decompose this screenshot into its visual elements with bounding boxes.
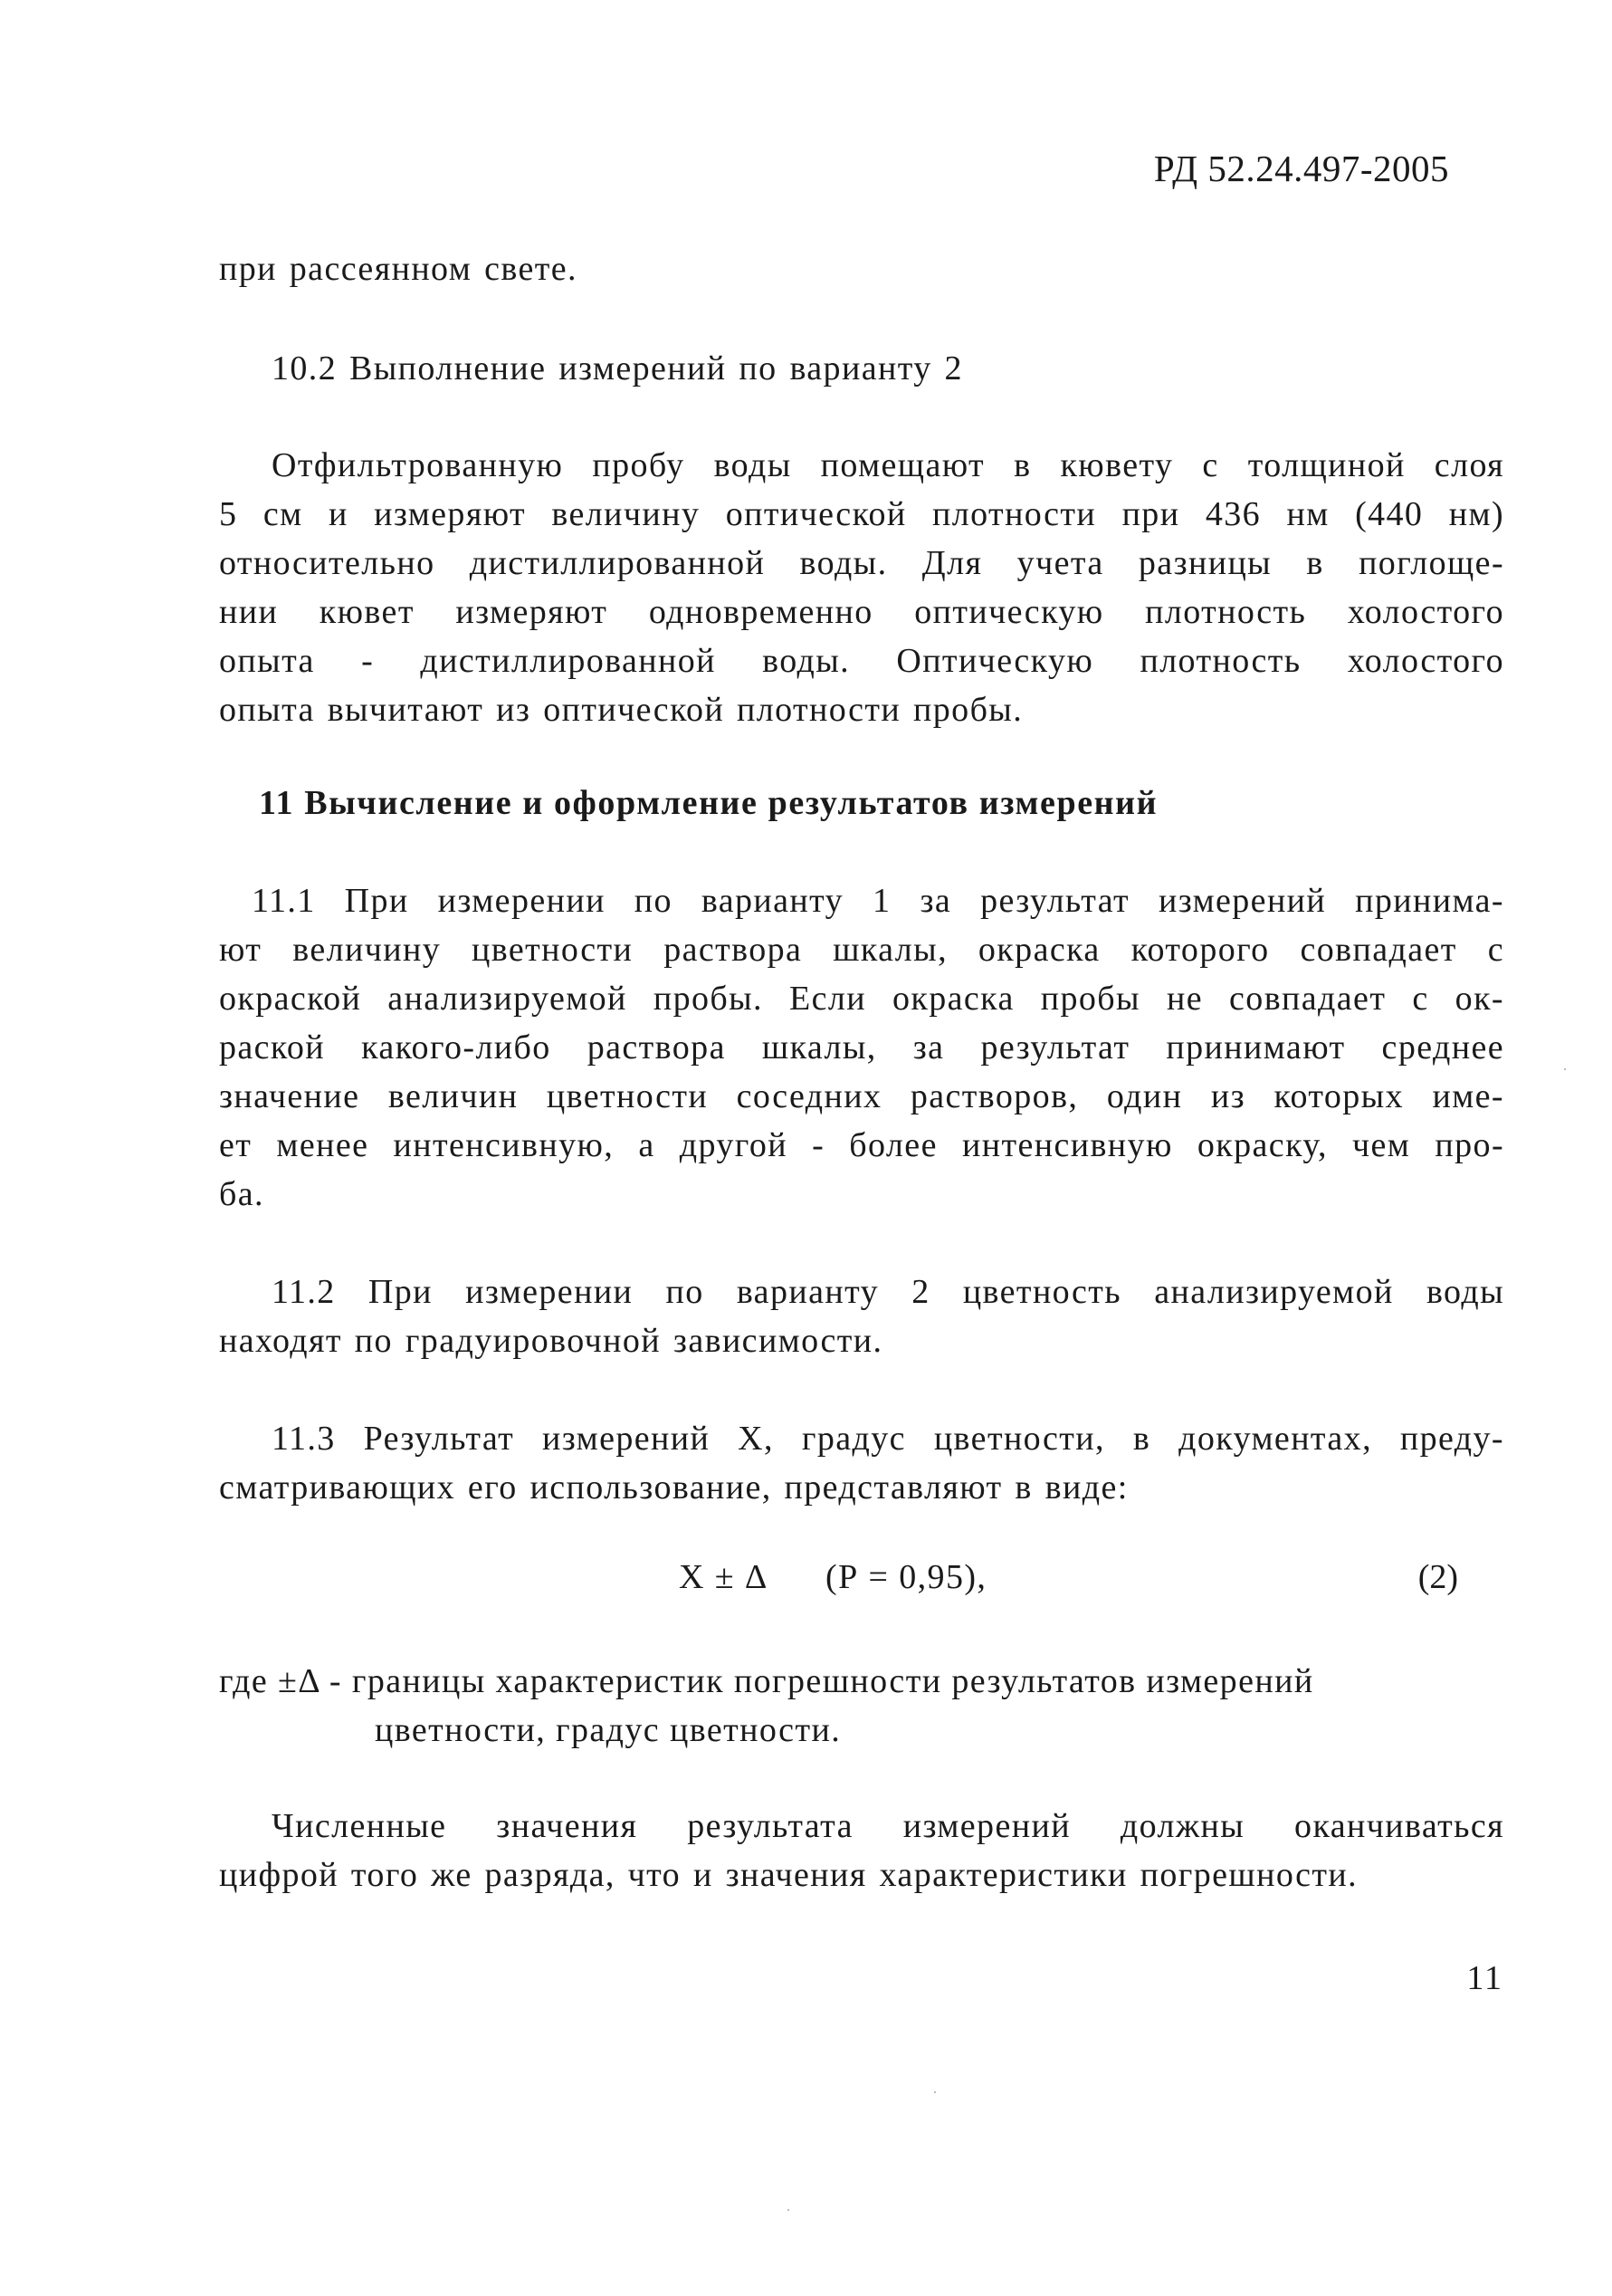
text-line: при рассеянном свете. (219, 250, 577, 288)
paragraph-11-2 (219, 1268, 1504, 1365)
text-line: ет менее интенсивную, а другой - более интенсивную окраску, чем про- (219, 1126, 1504, 1164)
text-line: Отфильтрованную пробу воды помещают в кювету с толщиной слоя (272, 446, 1504, 484)
scan-speck (1564, 1068, 1566, 1070)
text-line: ют величину цветности раствора шкалы, окраска которого совпадает с (219, 931, 1504, 969)
text-line: окраской анализируемой пробы. Если окраска пробы не совпадает с ок- (219, 980, 1504, 1018)
paragraph-11-3 (219, 1414, 1504, 1512)
text-line: сматривающих его использование, представляют в виде: (219, 1468, 1129, 1507)
text-line: относительно дистиллированной воды. Для учета разницы в поглоще- (219, 544, 1504, 582)
text-line: Численные значения результата измерений должны оканчиваться (272, 1807, 1504, 1845)
text-line: значение величин цветности соседних растворов, один из которых име- (219, 1077, 1504, 1115)
text-line: 5 см и измеряют величину оптической плотности при 436 нм (440 нм) (219, 495, 1504, 533)
text-line: находят по градуировочной зависимости. (219, 1322, 883, 1360)
scan-speck (934, 2091, 936, 2093)
formula-number: (2) (1417, 1558, 1458, 1596)
text-line: 11.3 Результат измерений Х, градус цветности, в документах, преду- (272, 1420, 1504, 1458)
text-line: опыта - дистиллированной воды. Оптическую плотность холостого (219, 642, 1504, 680)
paragraph-11-1 (219, 876, 1504, 1219)
page-number: 11 (1466, 1959, 1503, 1997)
scan-speck (787, 2209, 789, 2211)
subsection-heading-text: 10.2 Выполнение измерений по варианту 2 (272, 349, 963, 387)
text-line: нии кювет измеряют одновременно оптическую плотность холостого (219, 593, 1504, 631)
formula: Х ± Δ (Р = 0,95), (679, 1558, 987, 1596)
text-line: цветности, градус цветности. (375, 1711, 842, 1749)
text-line: раской какого-либо раствора шкалы, за результат принимают среднее (219, 1028, 1504, 1067)
continuation-line (219, 244, 1504, 293)
text-line: где ±Δ - границы характеристик погрешности результатов измерений (219, 1662, 1314, 1700)
text-line: 11.2 При измерении по варианту 2 цветность анализируемой воды (272, 1273, 1504, 1311)
text-line: ба. (219, 1175, 264, 1213)
paragraph-10-2 (219, 441, 1504, 734)
paragraph-final (219, 1802, 1504, 1899)
section-heading-11: 11 Вычисление и оформление результатов измерений (259, 784, 1159, 822)
formula-explanation (219, 1657, 1314, 1755)
text-line: цифрой того же разряда, что и значения характеристики погрешности. (219, 1856, 1359, 1894)
document-code: РД 52.24.497-2005 (1153, 148, 1449, 189)
text-line: 11.1 При измерении по варианту 1 за результат измерений принима- (252, 882, 1504, 920)
subsection-heading-10-2 (272, 344, 1448, 393)
text-line: опыта вычитают из оптической плотности пробы. (219, 691, 1024, 729)
